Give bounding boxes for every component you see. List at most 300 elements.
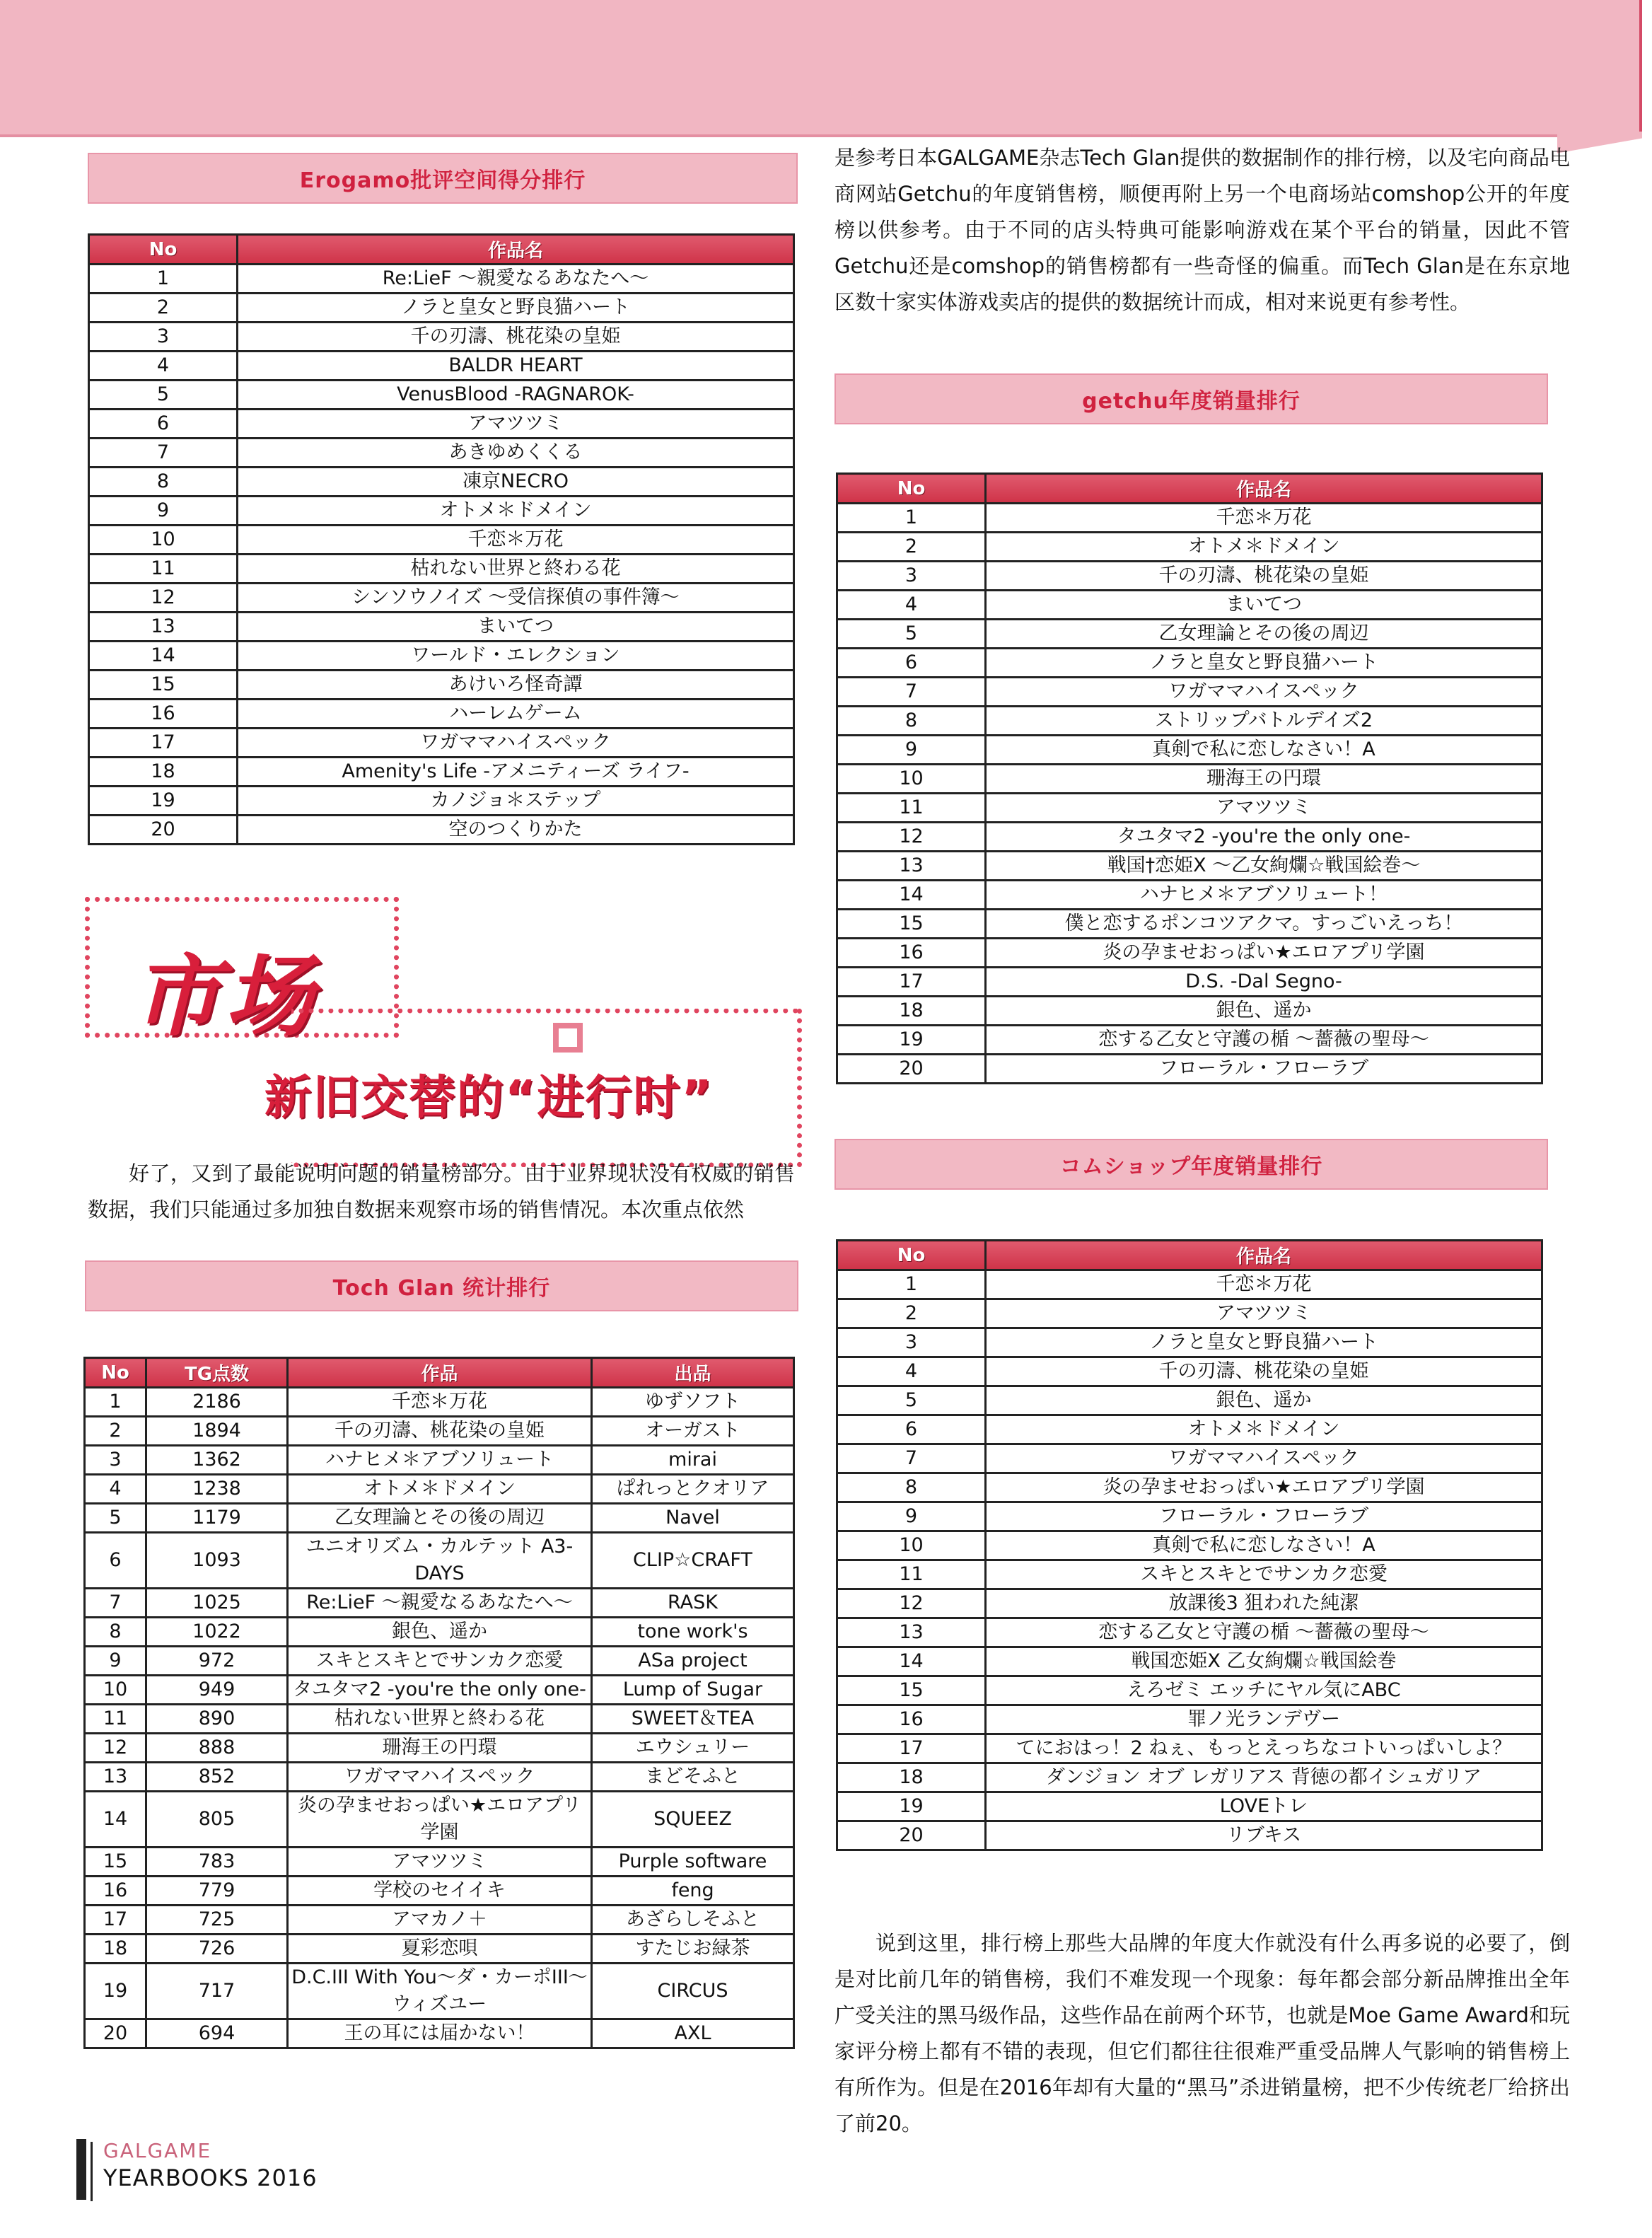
table-row [85,1504,794,1533]
rank-cell: 20 [837,1821,986,1850]
publisher-cell: tone work's [592,1618,794,1647]
title-cell: えろゼミ エッチにヤル気にABC [986,1676,1542,1705]
tg-points-cell: 1093 [146,1533,288,1589]
tg-points-cell: 726 [146,1935,288,1964]
rank-cell: 20 [85,2019,146,2048]
getchu-ranking-table [836,472,1543,1084]
rank-cell: 5 [837,1386,986,1415]
title-cell: 枯れない世界と終わる花 [238,555,794,584]
table-row [837,1792,1542,1821]
table-row [85,1589,794,1618]
title-cell: オトメ＊ドメイン [986,1415,1542,1444]
rank-cell: 15 [837,1676,986,1705]
rank-cell: 19 [85,1964,146,2019]
table-row [837,591,1542,620]
rank-cell: 13 [837,1618,986,1647]
table-row [837,1357,1542,1386]
title-cell: 千の刃濤、桃花染の皇姫 [986,1357,1542,1386]
title-cell: 恋する乙女と守護の楯 ～薔薇の聖母～ [986,1026,1542,1055]
rank-cell: 14 [89,642,238,671]
publisher-cell: Navel [592,1504,794,1533]
publisher-cell: SQUEEZ [592,1792,794,1848]
title-cell: ユニオリズム・カルテット A3-DAYS [288,1533,592,1589]
table-row [837,794,1542,823]
title-cell: 千恋＊万花 [288,1388,592,1417]
rank-cell: 3 [85,1446,146,1475]
publisher-cell: CLIP☆CRAFT [592,1533,794,1589]
title-cell: 真剣で私に恋しなさい！A [986,1531,1542,1560]
publisher-cell: Lump of Sugar [592,1676,794,1705]
title-cell: 千の刃濤、桃花染の皇姫 [986,562,1542,591]
table-row [837,939,1542,968]
table-row [89,671,794,700]
title-cell: てにおはっ！2 ねぇ、もっとえっちなコトいっぱいしよ？ [986,1734,1542,1763]
table-row [85,1792,794,1848]
title-cell: アマツツミ [986,1299,1542,1328]
table-row [837,678,1542,707]
table-row [85,1533,794,1589]
title-cell: 王の耳には届かない！ [288,2019,592,2048]
rank-cell: 17 [89,729,238,758]
table-row [837,1386,1542,1415]
rank-cell: 16 [837,1705,986,1734]
table-row [837,1821,1542,1850]
tg-points-cell: 888 [146,1734,288,1763]
title-cell: 恋する乙女と守護の楯 ～薔薇の聖母～ [986,1618,1542,1647]
table-row [837,997,1542,1026]
tg-points-cell: 1022 [146,1618,288,1647]
rank-cell: 10 [89,526,238,555]
tg-points-cell: 1894 [146,1417,288,1446]
hero-title: 市场 [132,946,318,1048]
rank-cell: 4 [837,1357,986,1386]
table-row [837,736,1542,765]
intro-paragraph: 好了，又到了最能说明问题的销量榜部分。由于业界现状没有权威的销售数据，我们只能通过多加独自数据来观察市场的销售情况。本次重点依然 [88,1161,795,1222]
title-cell: 真剣で私に恋しなさい！A [986,736,1542,765]
closing-paragraph: 说到这里，排行榜上那些大品牌的年度大作就没有什么再多说的必要了，倒是对比前几年的销售榜，我们不难发现一个现象：每年都会部分新品牌推出全年广受关注的黑马级作品，这些作品在前两个环节，也就是Moe Game Award和玩家评分榜上都有不错的表现，但它们都往往很难严重受品牌人气影响的销售榜上有所作为。但是在2016年却有大量的“黑马”杀进销量榜，把不少传统老厂给挤出了前20。 [834,1931,1570,2135]
rank-cell: 7 [85,1589,146,1618]
table-row [85,1676,794,1705]
table-row [89,729,794,758]
rank-cell: 15 [837,910,986,939]
rank-cell: 8 [89,468,238,497]
table-row [837,823,1542,852]
title-cell: ハナヒメ＊アブソリュート！ [986,881,1542,910]
rank-cell: 7 [837,678,986,707]
erogamo-ranking-table [88,233,795,845]
title-cell: D.S. -Dal Segno- [986,968,1542,997]
rank-cell: 9 [837,736,986,765]
market-hero-heading [79,897,822,1166]
table-row [837,562,1542,591]
rank-cell: 2 [837,533,986,562]
tg-points-cell: 949 [146,1676,288,1705]
footer-bar-thin [91,2142,93,2201]
table-row [85,1877,794,1906]
column-header-title: 作品名 [238,235,794,265]
title-cell: あきゆめくくる [238,439,794,468]
rank-cell: 1 [85,1388,146,1417]
table-row [89,642,794,671]
rank-cell: 5 [837,620,986,649]
publisher-cell: まどそふと [592,1763,794,1792]
table-row [837,1560,1542,1589]
rank-cell: 7 [837,1444,986,1473]
rank-cell: 6 [837,649,986,678]
table-row [837,1676,1542,1705]
tg-points-cell: 890 [146,1705,288,1734]
title-cell: カノジョ＊ステップ [238,787,794,816]
title-cell: オトメ＊ドメイン [288,1475,592,1504]
table-row [89,613,794,642]
table-row [89,700,794,729]
title-cell: オトメ＊ドメイン [238,497,794,526]
table-row [85,1848,794,1877]
rank-cell: 16 [85,1877,146,1906]
table-row [85,1964,794,2019]
title-cell: 空のつくりかた [238,816,794,845]
rank-cell: 6 [89,410,238,439]
publisher-cell: ぱれっとクオリア [592,1475,794,1504]
title-cell: ストリップバトルデイズ2 [986,707,1542,736]
title-cell: ワガママハイスペック [238,729,794,758]
rank-cell: 12 [89,584,238,613]
rank-cell: 8 [837,707,986,736]
rank-cell: 6 [85,1533,146,1589]
comshop-section-title: コムショップ年度销量排行 [834,1139,1548,1190]
hero-subtitle: 新旧交替的“进行时” [264,1070,714,1125]
publisher-cell: オーガスト [592,1417,794,1446]
title-cell: 銀色、遥か [288,1618,592,1647]
table-row [837,533,1542,562]
rank-cell: 2 [89,294,238,323]
rank-cell: 3 [837,562,986,591]
rank-cell: 20 [837,1055,986,1084]
rank-cell: 20 [89,816,238,845]
table-row [85,2019,794,2048]
tg-points-cell: 1025 [146,1589,288,1618]
table-row [85,1475,794,1504]
tg-points-cell: 725 [146,1906,288,1935]
rank-cell: 16 [837,939,986,968]
rank-cell: 12 [85,1734,146,1763]
publisher-cell: SWEET＆TEA [592,1705,794,1734]
table-row [837,620,1542,649]
publisher-cell: feng [592,1877,794,1906]
title-cell: 千の刃濤、桃花染の皇姫 [288,1417,592,1446]
table-row [837,765,1542,794]
column-header-title: 作品名 [986,1241,1542,1270]
table-row [89,468,794,497]
table-row [837,1328,1542,1357]
techglan-section-title: Toch Glan 统计排行 [85,1260,798,1311]
table-row [85,1388,794,1417]
table-row [837,1618,1542,1647]
publisher-cell: CIRCUS [592,1964,794,2019]
title-cell: Re:LieF ～親愛なるあなたへ～ [238,265,794,294]
title-cell: ハーレムゲーム [238,700,794,729]
comshop-ranking-table [836,1239,1543,1851]
publisher-cell: ゆずソフト [592,1388,794,1417]
table-row [85,1647,794,1676]
title-cell: スキとスキとでサンカク恋愛 [288,1647,592,1676]
rank-cell: 9 [85,1647,146,1676]
table-row [837,1299,1542,1328]
tg-points-cell: 805 [146,1792,288,1848]
table-row [837,649,1542,678]
table-row [89,555,794,584]
rank-cell: 16 [89,700,238,729]
page-fold-corner [1557,132,1642,156]
title-cell: VenusBlood -RAGNAROK- [238,381,794,410]
rank-cell: 11 [89,555,238,584]
rank-cell: 18 [837,997,986,1026]
title-cell: リブキス [986,1821,1542,1850]
top-header-band [0,0,1642,137]
title-cell: ノラと皇女と野良猫ハート [986,649,1542,678]
table-row [85,1906,794,1935]
rank-cell: 8 [837,1473,986,1502]
title-cell: ハナヒメ＊アブソリュート [288,1446,592,1475]
rank-cell: 4 [85,1475,146,1504]
rank-cell: 14 [85,1792,146,1848]
table-row [89,497,794,526]
rank-cell: 17 [837,968,986,997]
title-cell: シンソウノイズ ～受信探偵の事件簿～ [238,584,794,613]
rank-cell: 3 [837,1328,986,1357]
publisher-cell: AXL [592,2019,794,2048]
table-row [837,968,1542,997]
title-cell: 炎の孕ませおっぱい★エロアプリ学園 [986,939,1542,968]
title-cell: アマツツミ [288,1848,592,1877]
table-row [89,816,794,845]
title-cell: ワガママハイスペック [986,678,1542,707]
rank-cell: 18 [85,1935,146,1964]
rank-cell: 19 [837,1026,986,1055]
title-cell: 千恋＊万花 [986,504,1542,533]
rank-cell: 10 [837,1531,986,1560]
rank-cell: 1 [837,504,986,533]
tg-points-cell: 783 [146,1848,288,1877]
rank-cell: 17 [837,1734,986,1763]
title-cell: 枯れない世界と終わる花 [288,1705,592,1734]
title-cell: ノラと皇女と野良猫ハート [986,1328,1542,1357]
table-row [837,881,1542,910]
tg-points-cell: 852 [146,1763,288,1792]
column-header-no: No [85,1358,146,1388]
rank-cell: 5 [89,381,238,410]
title-cell: Amenity's Life -アメニティーズ ライフ- [238,758,794,787]
table-row [837,1055,1542,1084]
rank-cell: 13 [837,852,986,881]
rank-cell: 18 [837,1763,986,1792]
title-cell: D.C.III With You～ダ・カーポIII～ウィズユー [288,1964,592,2019]
title-cell: 夏彩恋唄 [288,1935,592,1964]
title-cell: ワガママハイスペック [288,1763,592,1792]
publisher-cell: あざらしそふと [592,1906,794,1935]
rank-cell: 8 [85,1618,146,1647]
rank-cell: 3 [89,323,238,352]
table-row [89,410,794,439]
publisher-cell: エウシュリー [592,1734,794,1763]
rank-cell: 15 [89,671,238,700]
title-cell: 炎の孕ませおっぱい★エロアプリ学園 [986,1473,1542,1502]
getchu-section-title: getchu年度销量排行 [834,373,1548,424]
rank-cell: 17 [85,1906,146,1935]
title-cell: 珊海王の円環 [986,765,1542,794]
title-cell: アマツツミ [986,794,1542,823]
title-cell: 戦国†恋姫X ～乙女絢爛☆戦国絵巻～ [986,852,1542,881]
table-row [837,707,1542,736]
rank-cell: 19 [89,787,238,816]
rank-cell: 12 [837,823,986,852]
tg-points-cell: 1238 [146,1475,288,1504]
table-row [85,1935,794,1964]
column-header-title: 作品 [288,1358,592,1388]
table-row [85,1417,794,1446]
right-intro-paragraph: 是参考日本GALGAME杂志Tech Glan提供的数据制作的排行榜，以及宅向商品电商网站Getchu的年度销售榜，顺便再附上另一个电商场站comshop公开的年度榜以供参考。由于不同的店头特典可能影响游戏在某个平台的销量，因此不管Getchu还是comshop的销售榜都有一些奇怪的偏重。而Tech Glan是在东京地区数十家实体游戏卖店的提供的数据统计而成，相对来说更有参考性。 [834,146,1570,314]
publisher-cell: mirai [592,1446,794,1475]
erogamo-section-title: Erogamo批评空间得分排行 [88,153,798,204]
rank-cell: 5 [85,1504,146,1533]
title-cell: BALDR HEART [238,352,794,381]
title-cell: 凍京NECRO [238,468,794,497]
tg-points-cell: 972 [146,1647,288,1676]
table-row [85,1446,794,1475]
column-header-no: No [837,474,986,504]
publisher-cell: RASK [592,1589,794,1618]
title-cell: LOVEトレ [986,1792,1542,1821]
column-header-title: 作品名 [986,474,1542,504]
rank-cell: 11 [837,1560,986,1589]
rank-cell: 1 [837,1270,986,1299]
rank-cell: 9 [89,497,238,526]
title-cell: 学校のセイイキ [288,1877,592,1906]
table-row [837,1763,1542,1792]
title-cell: タユタマ2 -you're the only one- [986,823,1542,852]
title-cell: まいてつ [986,591,1542,620]
tg-points-cell: 1179 [146,1504,288,1533]
tg-points-cell: 1362 [146,1446,288,1475]
publisher-cell: Purple software [592,1848,794,1877]
title-cell: 銀色、遥か [986,997,1542,1026]
table-row [89,323,794,352]
column-header-tg-points: TG点数 [146,1358,288,1388]
rank-cell: 10 [85,1676,146,1705]
table-row [89,294,794,323]
title-cell: 戦国恋姫X 乙女絢爛☆戦国絵巻 [986,1647,1542,1676]
table-row [837,1531,1542,1560]
title-cell: ワールド・エレクション [238,642,794,671]
table-row [837,852,1542,881]
table-row [89,758,794,787]
table-row [837,1026,1542,1055]
title-cell: 乙女理論とその後の周辺 [288,1504,592,1533]
table-row [85,1618,794,1647]
title-cell: 放課後3 狙われた純潔 [986,1589,1542,1618]
rank-cell: 13 [89,613,238,642]
rank-cell: 19 [837,1792,986,1821]
title-cell: タユタマ2 -you're the only one- [288,1676,592,1705]
table-row [837,1415,1542,1444]
column-header-no: No [837,1241,986,1270]
rank-cell: 12 [837,1589,986,1618]
table-row [89,439,794,468]
table-row [837,1734,1542,1763]
title-cell: 炎の孕ませおっぱい★エロアプリ学園 [288,1792,592,1848]
table-row [837,1502,1542,1531]
table-row [837,1444,1542,1473]
column-header-no: No [89,235,238,265]
table-row [85,1734,794,1763]
rank-cell: 15 [85,1848,146,1877]
column-header-publisher: 出品 [592,1358,794,1388]
tg-points-cell: 2186 [146,1388,288,1417]
table-row [837,1589,1542,1618]
footer-magazine-name: GALGAME [103,2139,212,2162]
title-cell: アマカノ＋ [288,1906,592,1935]
table-row [837,1270,1542,1299]
title-cell: 千の刃濤、桃花染の皇姫 [238,323,794,352]
publisher-cell: すたじお緑茶 [592,1935,794,1964]
title-cell: ワガママハイスペック [986,1444,1542,1473]
tg-points-cell: 717 [146,1964,288,2019]
title-cell: Re:LieF ～親愛なるあなたへ～ [288,1589,592,1618]
rank-cell: 4 [837,591,986,620]
title-cell: ダンジョン オブ レガリアス 背徳の都イシュガリア [986,1763,1542,1792]
table-row [837,910,1542,939]
footer-bar [76,2139,86,2200]
table-row [89,265,794,294]
rank-cell: 1 [89,265,238,294]
techglan-ranking-table [83,1357,795,2049]
table-row [837,1705,1542,1734]
table-row [89,787,794,816]
rank-cell: 6 [837,1415,986,1444]
title-cell: フローラル・フローラブ [986,1502,1542,1531]
title-cell: 僕と恋するポンコツアクマ。すっごいえっち！ [986,910,1542,939]
publisher-cell: ASa project [592,1647,794,1676]
rank-cell: 7 [89,439,238,468]
table-row [85,1705,794,1734]
table-row [837,1647,1542,1676]
title-cell: 千恋＊万花 [986,1270,1542,1299]
table-row [89,526,794,555]
table-row [837,504,1542,533]
tg-points-cell: 694 [146,2019,288,2048]
rank-cell: 14 [837,881,986,910]
rank-cell: 18 [89,758,238,787]
title-cell: アマツツミ [238,410,794,439]
rank-cell: 14 [837,1647,986,1676]
title-cell: フローラル・フローラブ [986,1055,1542,1084]
rank-cell: 9 [837,1502,986,1531]
rank-cell: 13 [85,1763,146,1792]
rank-cell: 11 [85,1705,146,1734]
title-cell: オトメ＊ドメイン [986,533,1542,562]
rank-cell: 10 [837,765,986,794]
title-cell: 乙女理論とその後の周辺 [986,620,1542,649]
rank-cell: 2 [837,1299,986,1328]
table-row [837,1473,1542,1502]
title-cell: スキとスキとでサンカク恋愛 [986,1560,1542,1589]
title-cell: 珊海王の円環 [288,1734,592,1763]
title-cell: あけいろ怪奇譚 [238,671,794,700]
table-row [89,381,794,410]
rank-cell: 2 [85,1417,146,1446]
tg-points-cell: 779 [146,1877,288,1906]
footer-yearbook: YEARBOOKS 2016 [103,2164,318,2191]
